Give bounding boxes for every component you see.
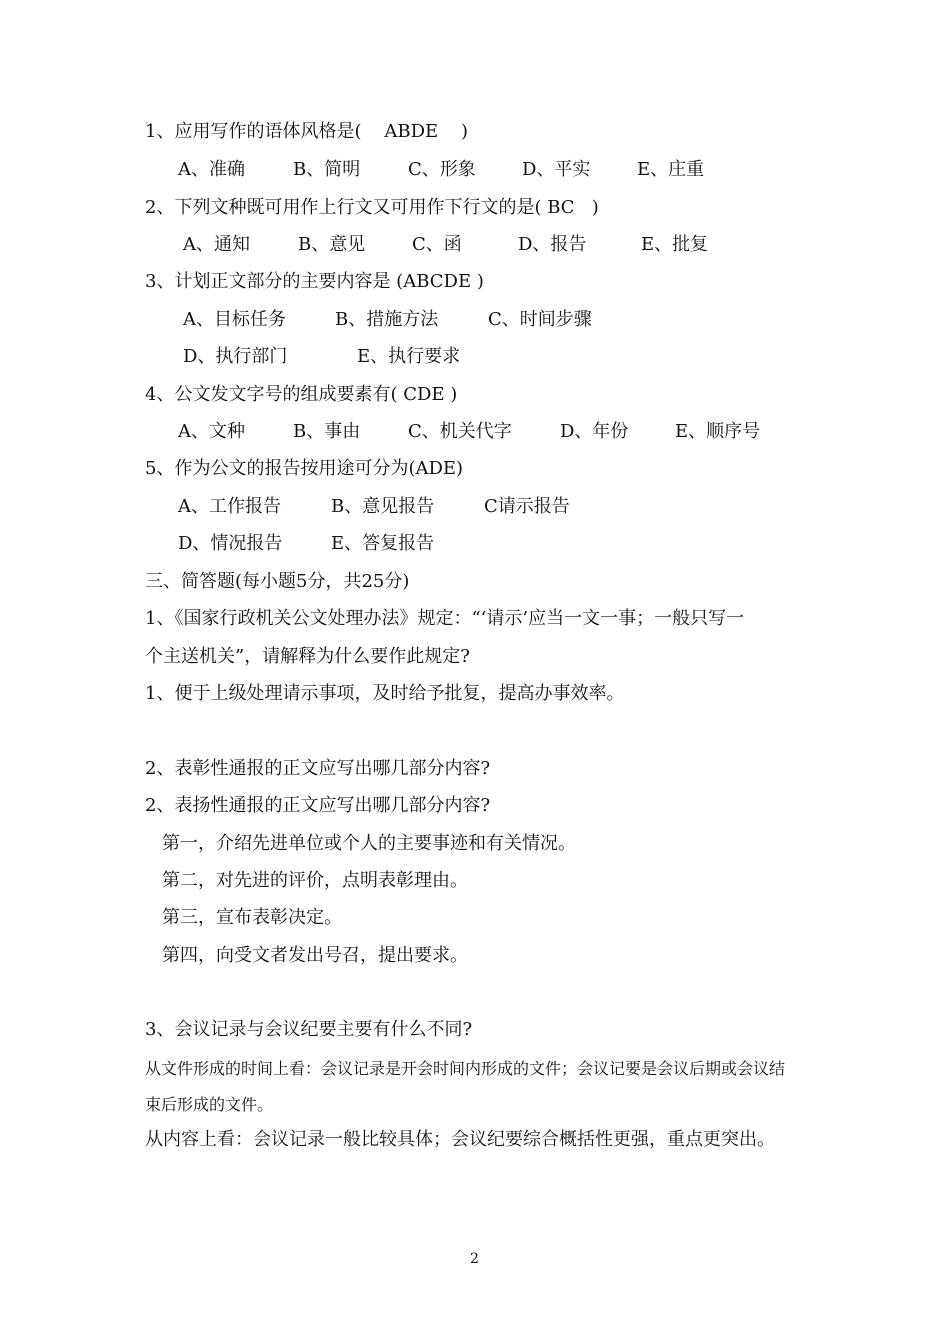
question-5-stem: 5、作为公文的报告按用途可分为(ADE) [145,458,464,479]
short-answer-2-answer-4: 第四，向受文者发出号召，提出要求。 [162,945,468,966]
question-1-stem: 1、应用写作的语体风格是( ABDE ) [145,121,469,142]
short-answer-2-answer-2: 第二，对先进的评价，点明表彰理由。 [162,870,468,891]
question-4-option-b: B、事由 [293,421,361,442]
question-2-option-a: A、通知 [183,234,250,255]
question-1-option-e: E、庄重 [637,159,705,180]
question-4-stem: 4、公文发文字号的组成要素有( CDE ) [145,384,458,405]
short-answer-1-question-line-2: 个主送机关”，请解释为什么要作此规定? [145,646,470,667]
question-3-option-e: E、执行要求 [357,346,461,367]
question-3-option-c: C、时间步骤 [488,309,592,330]
short-answer-1-question-line-1: 1、《国家行政机关公文处理办法》规定：“‘请示’应当一文一事；一般只写一 [145,608,745,629]
question-4-option-d: D、年份 [560,421,629,442]
short-answer-1-answer: 1、便于上级处理请示事项，及时给予批复，提高办事效率。 [145,683,625,704]
question-3-option-a: A、目标任务 [183,309,286,330]
question-3-option-d: D、执行部门 [183,346,288,367]
question-2-option-b: B、意见 [298,234,366,255]
question-1-option-b: B、简明 [293,159,361,180]
short-answer-3-question: 3、会议记录与会议纪要主要有什么不同? [145,1019,473,1040]
question-2-stem: 2、下列文种既可用作上行文又可用作下行文的是( BC ) [145,197,599,218]
short-answer-3-answer-line-3: 从内容上看：会议记录一般比较具体；会议纪要综合概括性更强，重点更突出。 [145,1129,775,1150]
short-answer-3-answer-line-1: 从文件形成的时间上看：会议记录是开会时间内形成的文件；会议记要是会议后期或会议结 [145,1059,786,1078]
question-5-option-b: B、意见报告 [331,496,435,517]
short-answer-2-answer-1: 第一，介绍先进单位或个人的主要事迹和有关情况。 [162,833,576,854]
question-2-option-d: D、报告 [518,234,587,255]
question-1-option-c: C、形象 [408,159,476,180]
section-3-heading: 三、简答题(每小题5分，共25分) [145,571,410,592]
question-1-option-a: A、准确 [178,159,245,180]
question-2-option-e: E、批复 [641,234,709,255]
question-5-option-a: A、工作报告 [178,496,281,517]
question-2-option-c: C、函 [412,234,462,255]
page-number: 2 [470,1251,479,1267]
question-5-option-e: E、答复报告 [331,533,435,554]
question-5-option-d: D、情况报告 [178,533,283,554]
question-3-option-b: B、措施方法 [335,309,439,330]
question-5-option-c: C请示报告 [484,496,570,517]
question-4-option-c: C、机关代字 [408,421,512,442]
question-4-option-a: A、文种 [178,421,245,442]
short-answer-2-question-repeat: 2、表扬性通报的正文应写出哪几部分内容? [145,795,491,816]
short-answer-2-question: 2、表彰性通报的正文应写出哪几部分内容? [145,758,491,779]
short-answer-2-answer-3: 第三，宣布表彰决定。 [162,907,342,928]
question-4-option-e: E、顺序号 [675,421,761,442]
short-answer-3-answer-line-2: 束后形成的文件。 [145,1095,274,1114]
question-3-stem: 3、计划正文部分的主要内容是 (ABCDE ) [145,271,484,292]
question-1-option-d: D、平实 [522,159,591,180]
